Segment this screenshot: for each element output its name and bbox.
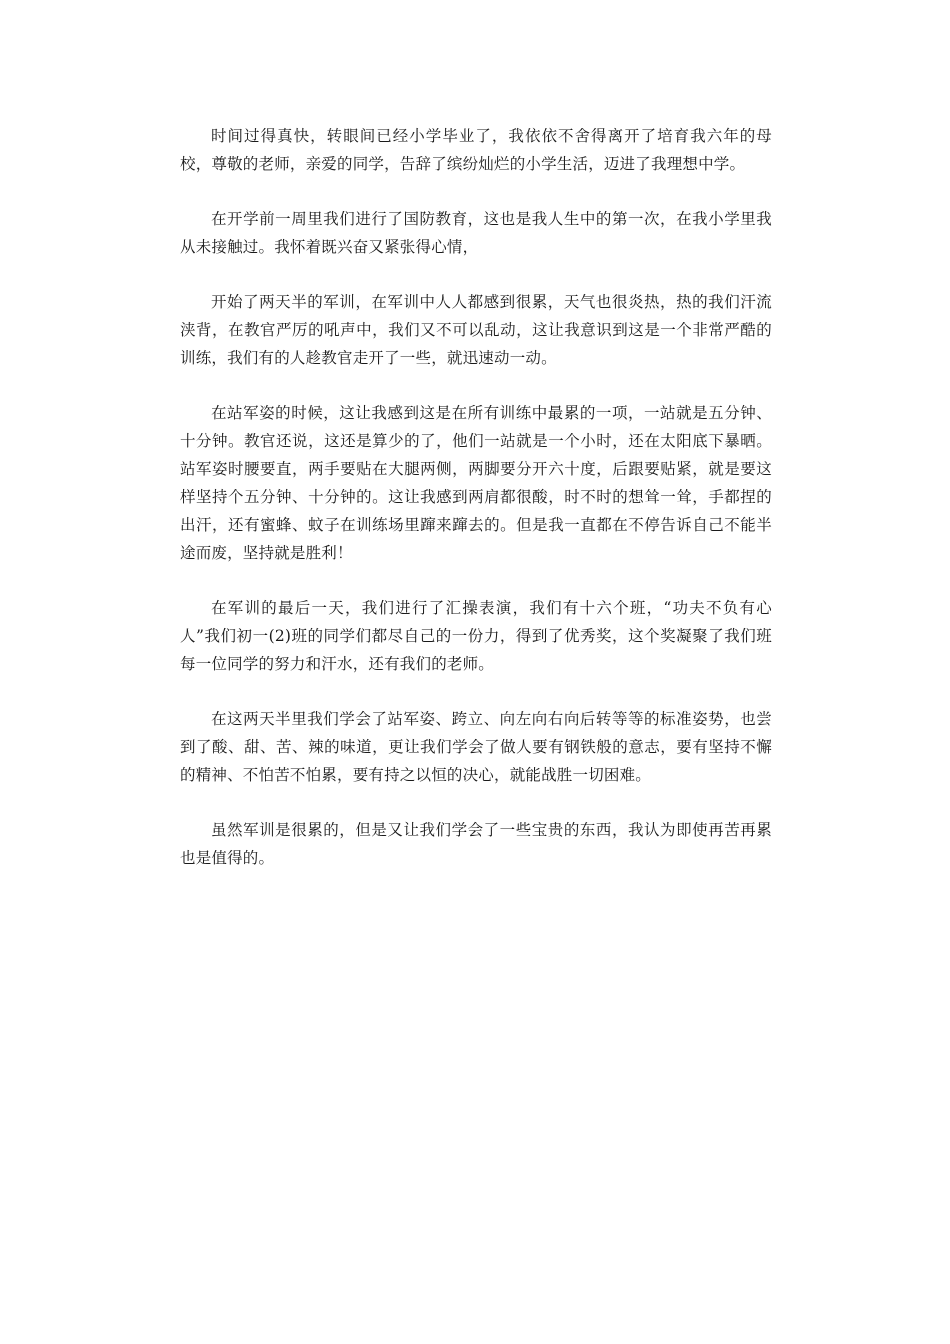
paragraph-4: 在站军姿的时候，这让我感到这是在所有训练中最累的一项，一站就是五分钟、十分钟。教官还说，这还是算少的了，他们一站就是一个小时，还在太阳底下暴晒。站军姿时腰要直，两手要贴在大腿两侧，两脚要分开六十度，后跟要贴紧，就是要这样坚持个五分钟、十分钟的。这让我感到两肩都很酸，时不时的想耸一耸，手都捏的出汗，还有蜜蜂、蚊子在训练场里蹿来蹿去的。但是我一直都在不停告诉自己不能半途而废，坚持就是胜利！ bbox=[180, 404, 772, 562]
document-body bbox=[180, 122, 772, 872]
paragraph-3: 开始了两天半的军训，在军训中人人都感到很累，天气也很炎热，热的我们汗流浃背，在教官严厉的吼声中，我们又不可以乱动，这让我意识到这是一个非常严酷的训练，我们有的人趁教官走开了一些，就迅速动一动。 bbox=[180, 293, 772, 367]
paragraph-7: 虽然军训是很累的，但是又让我们学会了一些宝贵的东西，我认为即使再苦再累也是值得的。 bbox=[180, 821, 772, 867]
paragraph-5: 在军训的最后一天，我们进行了汇操表演，我们有十六个班，“功夫不负有心人”我们初一(2)班的同学们都尽自己的一份力，得到了优秀奖，这个奖凝聚了我们班每一位同学的努力和汗水，还有我们的老师。 bbox=[180, 599, 772, 673]
paragraph-6: 在这两天半里我们学会了站军姿、跨立、向左向右向后转等等的标准姿势，也尝到了酸、甜、苦、辣的味道，更让我们学会了做人要有钢铁般的意志，要有坚持不懈的精神、不怕苦不怕累，要有持之以恒的决心，就能战胜一切困难。 bbox=[180, 710, 772, 784]
paragraph-1: 时间过得真快，转眼间已经小学毕业了，我依依不舍得离开了培育我六年的母校，尊敬的老师，亲爱的同学，告辞了缤纷灿烂的小学生活，迈进了我理想中学。 bbox=[180, 127, 772, 173]
paragraph-2: 在开学前一周里我们进行了国防教育，这也是我人生中的第一次，在我小学里我从未接触过。我怀着既兴奋又紧张得心情， bbox=[180, 210, 772, 256]
